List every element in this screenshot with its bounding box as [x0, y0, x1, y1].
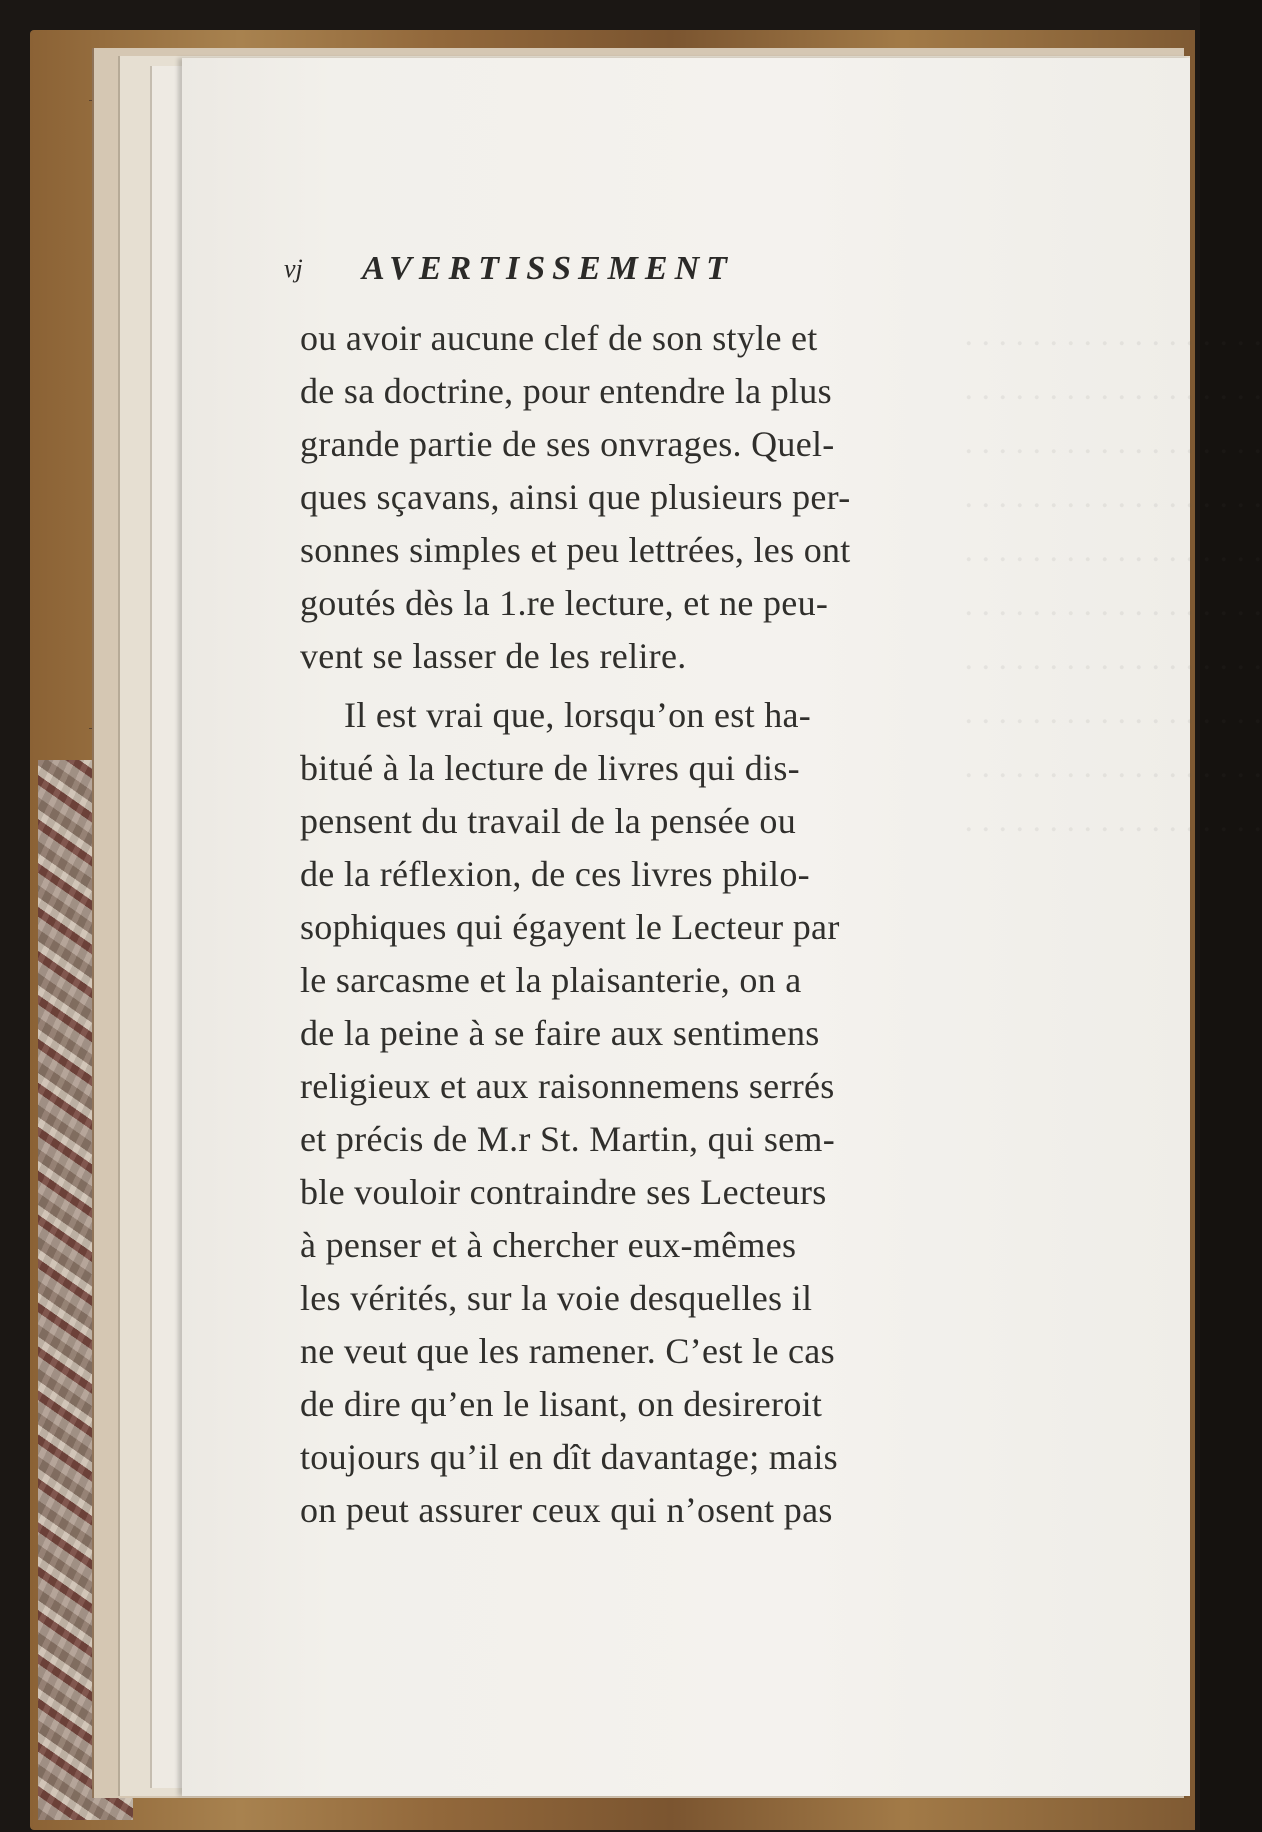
- page-number: vj: [284, 254, 303, 283]
- text-line: le sarcasme et la plaisanterie, on a: [300, 960, 802, 1000]
- bleed-through-text: . . . . . . . . . . . . . . . . . . . . . . . . . . . . . . . . . . . . . . . . . . . . . . . . . . . . . . . . . . . . . . . . . . . . . . . . . . . . . . . . . . . . . . . . . . . . . . . . . . . . . . . . . . . . . . . . . . . . . . . . . . . . . . . . . . . . . . . . . . . . . . . . . . . . . . . . . . . . . . . . . . . . . . . . . . . . . . . . . . . .: [964, 316, 1262, 839]
- text-line: pensent du travail de la pensée ou: [300, 801, 797, 841]
- text-line: ble vouloir contraindre ses Lecteurs: [300, 1172, 827, 1212]
- text-line: les vérités, sur la voie desquelles il: [300, 1278, 813, 1318]
- text-line: sonnes simples et peu lettrées, les ont: [300, 530, 851, 570]
- running-head: AVERTISSEMENT: [362, 250, 734, 287]
- text-line: bitué à la lecture de livres qui dis-: [300, 748, 800, 788]
- text-line: à penser et à chercher eux-mêmes: [300, 1225, 797, 1265]
- body-text: [300, 312, 1128, 1537]
- text-line: et précis de M.r St. Martin, qui sem-: [300, 1119, 835, 1159]
- text-line: religieux et aux raisonnemens serrés: [300, 1066, 835, 1106]
- text-line: toujours qu’il en dît davantage; mais: [300, 1437, 838, 1477]
- text-line: ne veut que les ramener. C’est le cas: [300, 1331, 835, 1371]
- text-line: vent se lasser de les relire.: [300, 636, 687, 676]
- text-line: de sa doctrine, pour entendre la plus: [300, 371, 832, 411]
- text-line: goutés dès la 1.re lecture, et ne peu-: [300, 583, 829, 623]
- text-line: on peut assurer ceux qui n’osent pas: [300, 1490, 833, 1530]
- text-line: sophiques qui égayent le Lecteur par: [300, 907, 840, 947]
- text-line: ques sçavans, ainsi que plusieurs per-: [300, 477, 851, 517]
- page-header: [284, 250, 1084, 306]
- text-line: ou avoir aucune clef de son style et: [300, 318, 818, 358]
- text-line: de la peine à se faire aux sentimens: [300, 1013, 820, 1053]
- text-line: grande partie de ses onvrages. Quel-: [300, 424, 835, 464]
- text-line: de dire qu’en le lisant, on desireroit: [300, 1384, 823, 1424]
- text-line: de la réflexion, de ces livres philo-: [300, 854, 810, 894]
- text-line: Il est vrai que, lorsqu’on est ha-: [344, 695, 812, 735]
